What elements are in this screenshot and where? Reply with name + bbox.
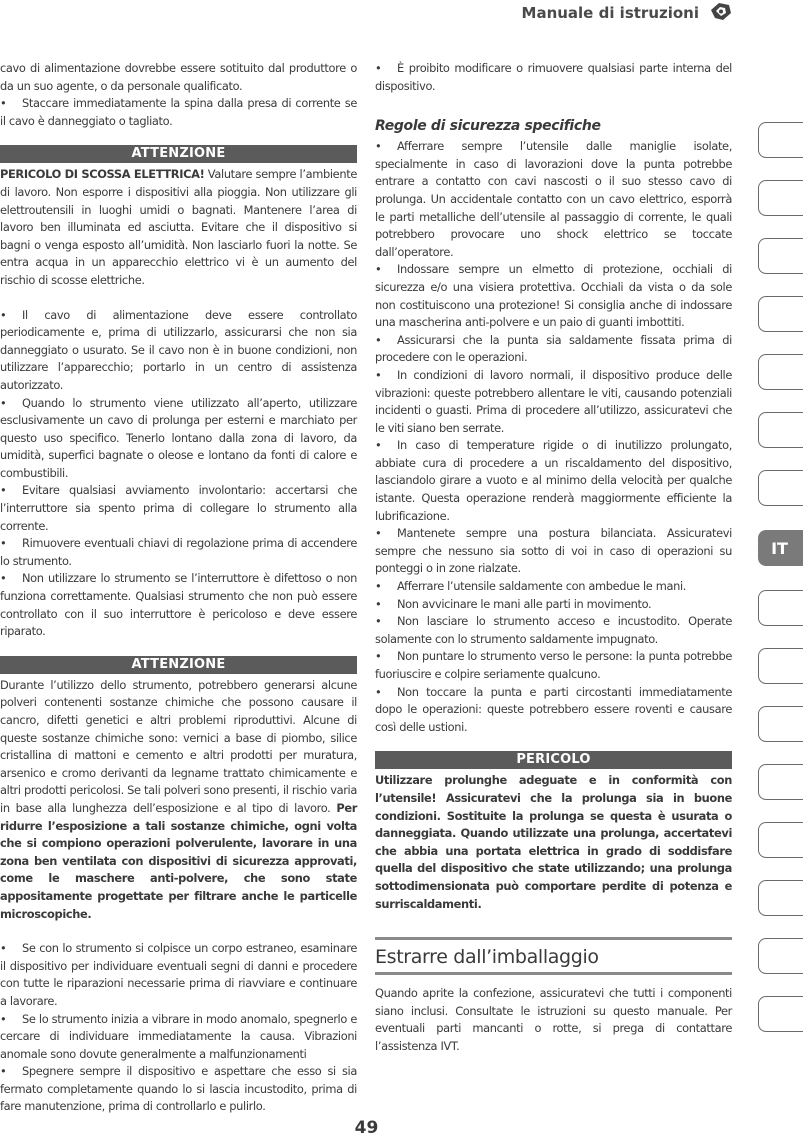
unpack-title: Estrarre dall’imballaggio	[375, 946, 599, 969]
language-tab[interactable]	[758, 764, 803, 800]
unpack-paragraph: Quando aprite la confezione, assicuratevi che tutti i componenti siano inclusi. Consultate le istruzioni su questo manuale. Per eventuali parti mancanti o rotte, si prega di contattare l’assistenza IVT.	[375, 986, 732, 1053]
language-tab[interactable]	[758, 180, 803, 216]
language-tab[interactable]	[758, 354, 803, 390]
warning-bold: PERICOLO DI SCOSSA ELETTRICA!	[0, 167, 205, 182]
language-tab[interactable]	[758, 822, 803, 858]
bullet-item: • Non lasciare lo strumento acceso e incustodito. Operate solamente con lo strumento saldamente impugnato.	[375, 613, 732, 648]
bullet-item: • Il cavo di alimentazione deve essere controllato periodicamente e, prima di utilizzarlo, assicurarsi che non sia danneggiato o usurato. Se il cavo non è in buone condizioni, non utilizzare l’apparecchio; portarlo in un centro di assistenza autorizzato.	[0, 307, 357, 395]
language-tab[interactable]	[758, 470, 803, 506]
warning-text: Durante l’utilizzo dello strumento, potrebbero generarsi alcune polveri contenenti sostanze chimiche che possono causare il cancro, difetti genetici e altri problemi riproduttivi. Alcune di queste sostanze chimiche sono: vernici a base di piombo, silice cristallina di mattoni e cemento e altri prodotti per muratura, arsenico e cromo derivanti da legname trattato chimicamente e altri prodotti pericolosi. Se tali polveri sono presenti, il rischio varia in base alla lunghezza dell’esposizione e al tipo di lavoro.	[0, 677, 357, 815]
bullet-item: • In condizioni di lavoro normali, il dispositivo produce delle vibrazioni: queste potrebbero allentare le viti, causando potenziali incidenti o guasti. Prima di procedere all’utilizzo, assicuratevi che le viti siano ben serrate.	[375, 367, 732, 437]
warning-text: Valutare sempre l’ambiente di lavoro. Non esporre i dispositivi alla pioggia. Non utilizzare gli elettroutensili in luoghi umidi o bagnati. Mantenere l’area di lavoro ben illuminata ed asciutta. Evitare che il dispositivo si bagni o venga esposto all’umidità. Non lasciarlo fuori la notte. Se entra acqua in un apparecchio elettrico vi è un aumento del rischio di scosse elettriche.	[0, 167, 357, 287]
language-tab-it[interactable]: IT	[758, 530, 803, 566]
bullet-item: • Non utilizzare lo strumento se l’interruttore è difettoso o non funziona correttamente. Qualsiasi strumento che non può essere controllato con il suo interruttore è pericoloso e deve essere riparato.	[0, 570, 357, 640]
left-column	[0, 60, 357, 1116]
bullet-item: • Non avvicinare le mani alle parti in movimento.	[375, 596, 732, 614]
warning-paragraph	[0, 166, 357, 289]
language-tab[interactable]	[758, 706, 803, 742]
paragraph: cavo di alimentazione dovrebbe essere sotituito dal produttore o da un suo agente, o da personale qualificato.	[0, 61, 357, 93]
bullet-item: • Se con lo strumento si colpisce un corpo estraneo, esaminare il dispositivo per individuare eventuali segni di danni e procedere con tutte le riparazioni necessarie prima di riavviare e continuare a lavorare.	[0, 940, 357, 1010]
bullet-item: • Non toccare la punta e parti circostanti immediatamente dopo le operazioni: queste potrebbero essere roventi e causare così delle ustioni.	[375, 684, 732, 737]
language-tab[interactable]	[758, 296, 803, 332]
warning-paragraph	[0, 677, 357, 923]
bullet-item: • Evitare qualsiasi avviamento involontario: accertarsi che l’interruttore sia spento prima di collegare lo strumento alla corrente.	[0, 482, 357, 535]
manual-title: Manuale di istruzioni	[521, 4, 699, 22]
bullet-item: • Assicurarsi che la punta sia saldamente fissata prima di procedere con le operazioni.	[375, 332, 732, 367]
bullet-item: • È proibito modificare o rimuovere qualsiasi parte interna del dispositivo.	[375, 60, 732, 95]
danger-banner: PERICOLO	[375, 751, 732, 769]
divider	[375, 972, 732, 975]
bullet-item: • Non puntare lo strumento verso le persone: la punta potrebbe fuoriuscire e colpire seriamente qualcuno.	[375, 648, 732, 683]
bullet-item: • Spegnere sempre il dispositivo e aspettare che esso si sia fermato completamente quando lo si lascia incustodito, prima di fare manutenzione, prima di controllarlo e pulirlo.	[0, 1063, 357, 1116]
language-tab[interactable]	[758, 590, 803, 626]
warning-bold: Per ridurre l’esposizione a tali sostanze chimiche, ogni volta che si compiono operazioni polverulente, lavorare in una zona ben ventilata con dispositivi di sicurezza approvati, come le maschere anti-polvere, che sono state appositamente progettate per filtrare anche le particelle microscopiche.	[0, 800, 357, 921]
bullet-item: • Mantenete sempre una postura bilanciata. Assicuratevi sempre che nessuno sia sotto di voi in caso di operazioni su ponteggi o in zone rialzate.	[375, 525, 732, 578]
attention-banner: ATTENZIONE	[0, 145, 357, 163]
bullet-item: • Indossare sempre un elmetto di protezione, occhiali di sicurezza e/o una visiera protettiva. Occhiali da vista o da sole non costituiscono una protezione! Si consiglia anche di indossare una mascherina anti-polvere e un paio di guanti imbottiti.	[375, 261, 732, 331]
language-tab[interactable]	[758, 238, 803, 274]
bullet-item: • Afferrare sempre l’utensile dalle maniglie isolate, specialmente in caso di lavorazioni dove la punta potrebbe entrare a contatto con cavi nascosti o il suo stesso cavo di prolunga. Un accidentale contatto con un cavo elettrico, esporrà le parti metalliche dell’utensile al passaggio di corrente, le quali potrebbero provocare uno shock elettrico se toccate dall’operatore.	[375, 138, 732, 261]
tool-logo-icon	[707, 0, 733, 22]
language-tab[interactable]	[758, 938, 803, 974]
language-tab[interactable]	[758, 880, 803, 916]
language-tab[interactable]	[758, 648, 803, 684]
bullet-item: • Rimuovere eventuali chiavi di regolazione prima di accendere lo strumento.	[0, 535, 357, 570]
bullet-item: • Staccare immediatamente la spina dalla presa di corrente se il cavo è danneggiato o tagliato.	[0, 95, 357, 130]
section-title: Regole di sicurezza specifiche	[375, 118, 601, 135]
bullet-item: • In caso di temperature rigide o di inutilizzo prolungato, abbiate cura di procedere a un riscaldamento del dispositivo, lasciandolo girare a vuoto e al minimo della velocità per qualche istante. Questa operazione renderà maggiormente efficiente la lubrificazione.	[375, 437, 732, 525]
language-tab[interactable]	[758, 996, 803, 1032]
bullet-item: • Quando lo strumento viene utilizzato all’aperto, utilizzare esclusivamente un cavo di prolunga per esterni e marchiato per questo uso specifico. Tenerlo lontano dalla zona di lavoro, da umidità, superfici bagnate o oleose e lontano da fonti di calore e combustibili.	[0, 395, 357, 483]
bullet-item: • Afferrare l’utensile saldamente con ambedue le mani.	[375, 578, 732, 596]
danger-paragraph: Utilizzare prolunghe adeguate e in conformità con l’utensile! Assicuratevi che la prolunga sia in buone condizioni. Sostituite la prolunga se questa è usurata o danneggiata. Quando utilizzate una prolunga, accertatevi che abbia una portata elettrica in grado di soddisfare quella del dispositivo che state utilizzando; una prolunga sottodimensionata può comportare perdite di potenza e surriscaldamenti.	[375, 773, 732, 911]
right-column	[375, 60, 732, 1056]
attention-banner: ATTENZIONE	[0, 656, 357, 674]
bullet-item: • Se lo strumento inizia a vibrare in modo anomalo, spegnerlo e cercare di individuare immediatamente la causa. Vibrazioni anomale sono dovute generalmente a malfunzionamenti	[0, 1011, 357, 1064]
language-tab[interactable]	[758, 122, 803, 158]
language-tab[interactable]	[758, 412, 803, 448]
page-number: 49	[354, 1118, 379, 1137]
